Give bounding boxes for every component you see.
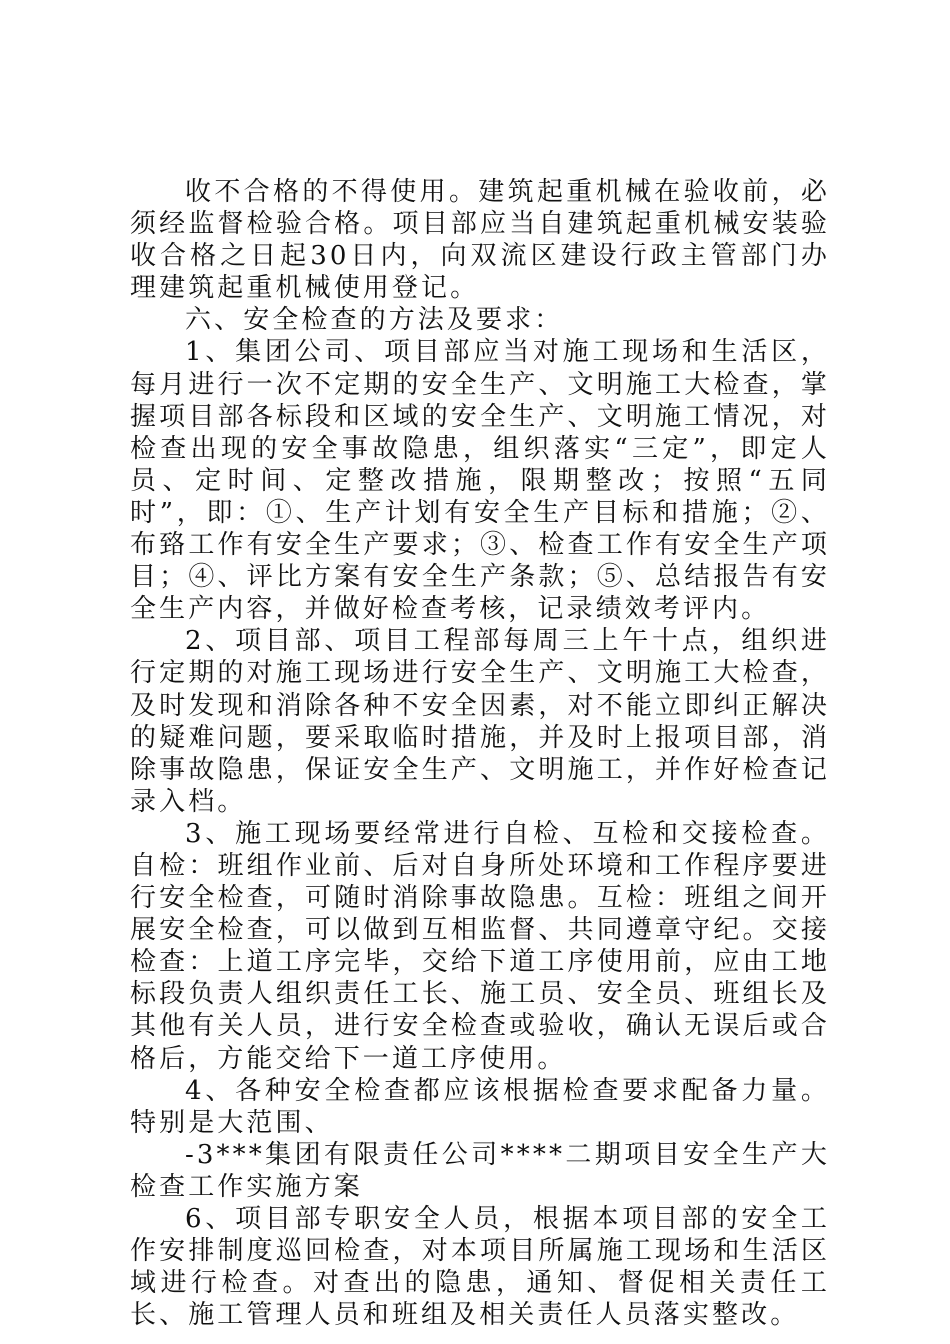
paragraph-continuation: 收不合格的不得使用。建筑起重机械在验收前，必须经监督检验合格。项目部应当自建筑起重机械安装验收合格之日起30日内，向双流区建设行政主管部门办理建筑起重机械使用登记。: [130, 177, 830, 304]
document-page: [130, 176, 830, 1331]
paragraph-item-4: 4、各种安全检查都应该根据检查要求配备力量。特别是大范围、: [130, 1075, 830, 1138]
paragraph-item-6: 6、项目部专职安全人员，根据本项目部的安全工作安排制度巡回检查，对本项目所属施工现场和生活区域进行检查。对查出的隐患，通知、督促相关责任工长、施工管理人员和班组及相关责任人员落实整改。: [130, 1204, 830, 1331]
section-heading: 六、安全检查的方法及要求：: [185, 305, 564, 336]
paragraph-item-2: 2、项目部、项目工程部每周三上午十点，组织进行定期的对施工现场进行安全生产、文明施工大检查，及时发现和消除各种不安全因素，对不能立即纠正解决的疑难问题，要采取临时措施，并及时上报项目部，消除事故隐患，保证安全生产、文明施工，并作好检查记录入档。: [130, 626, 830, 817]
paragraph-item-1: 1、集团公司、项目部应当对施工现场和生活区，每月进行一次不定期的安全生产、文明施工大检查，掌握项目部各标段和区域的安全生产、文明施工情况，对检查出现的安全事故隐患，组织落实“三定”，即定人员、定时间、定整改措施，限期整改；按照“五同时”，即：①、生产计划有安全生产目标和措施；②、布臵工作有安全生产要求；③、检查工作有安全生产项目；④、评比方案有安全生产条款；⑤、总结报告有安全生产内容，并做好检查考核，记录绩效考评内。: [130, 337, 830, 625]
paragraph-item-3: 3、施工现场要经常进行自检、互检和交接检查。自检：班组作业前、后对自身所处环境和工作程序要进行安全检查，可随时消除事故隐患。互检：班组之间开展安全检查，可以做到互相监督、共同遵章守纪。交接检查：上道工序完毕，交给下道工序使用前，应由工地标段负责人组织责任工长、施工员、安全员、班组长及其他有关人员，进行安全检查或验收，确认无误后或合格后，方能交给下一道工序使用。: [130, 818, 830, 1074]
page-header-text: -3***集团有限责任公司****二期项目安全生产大检查工作实施方案: [130, 1139, 830, 1202]
